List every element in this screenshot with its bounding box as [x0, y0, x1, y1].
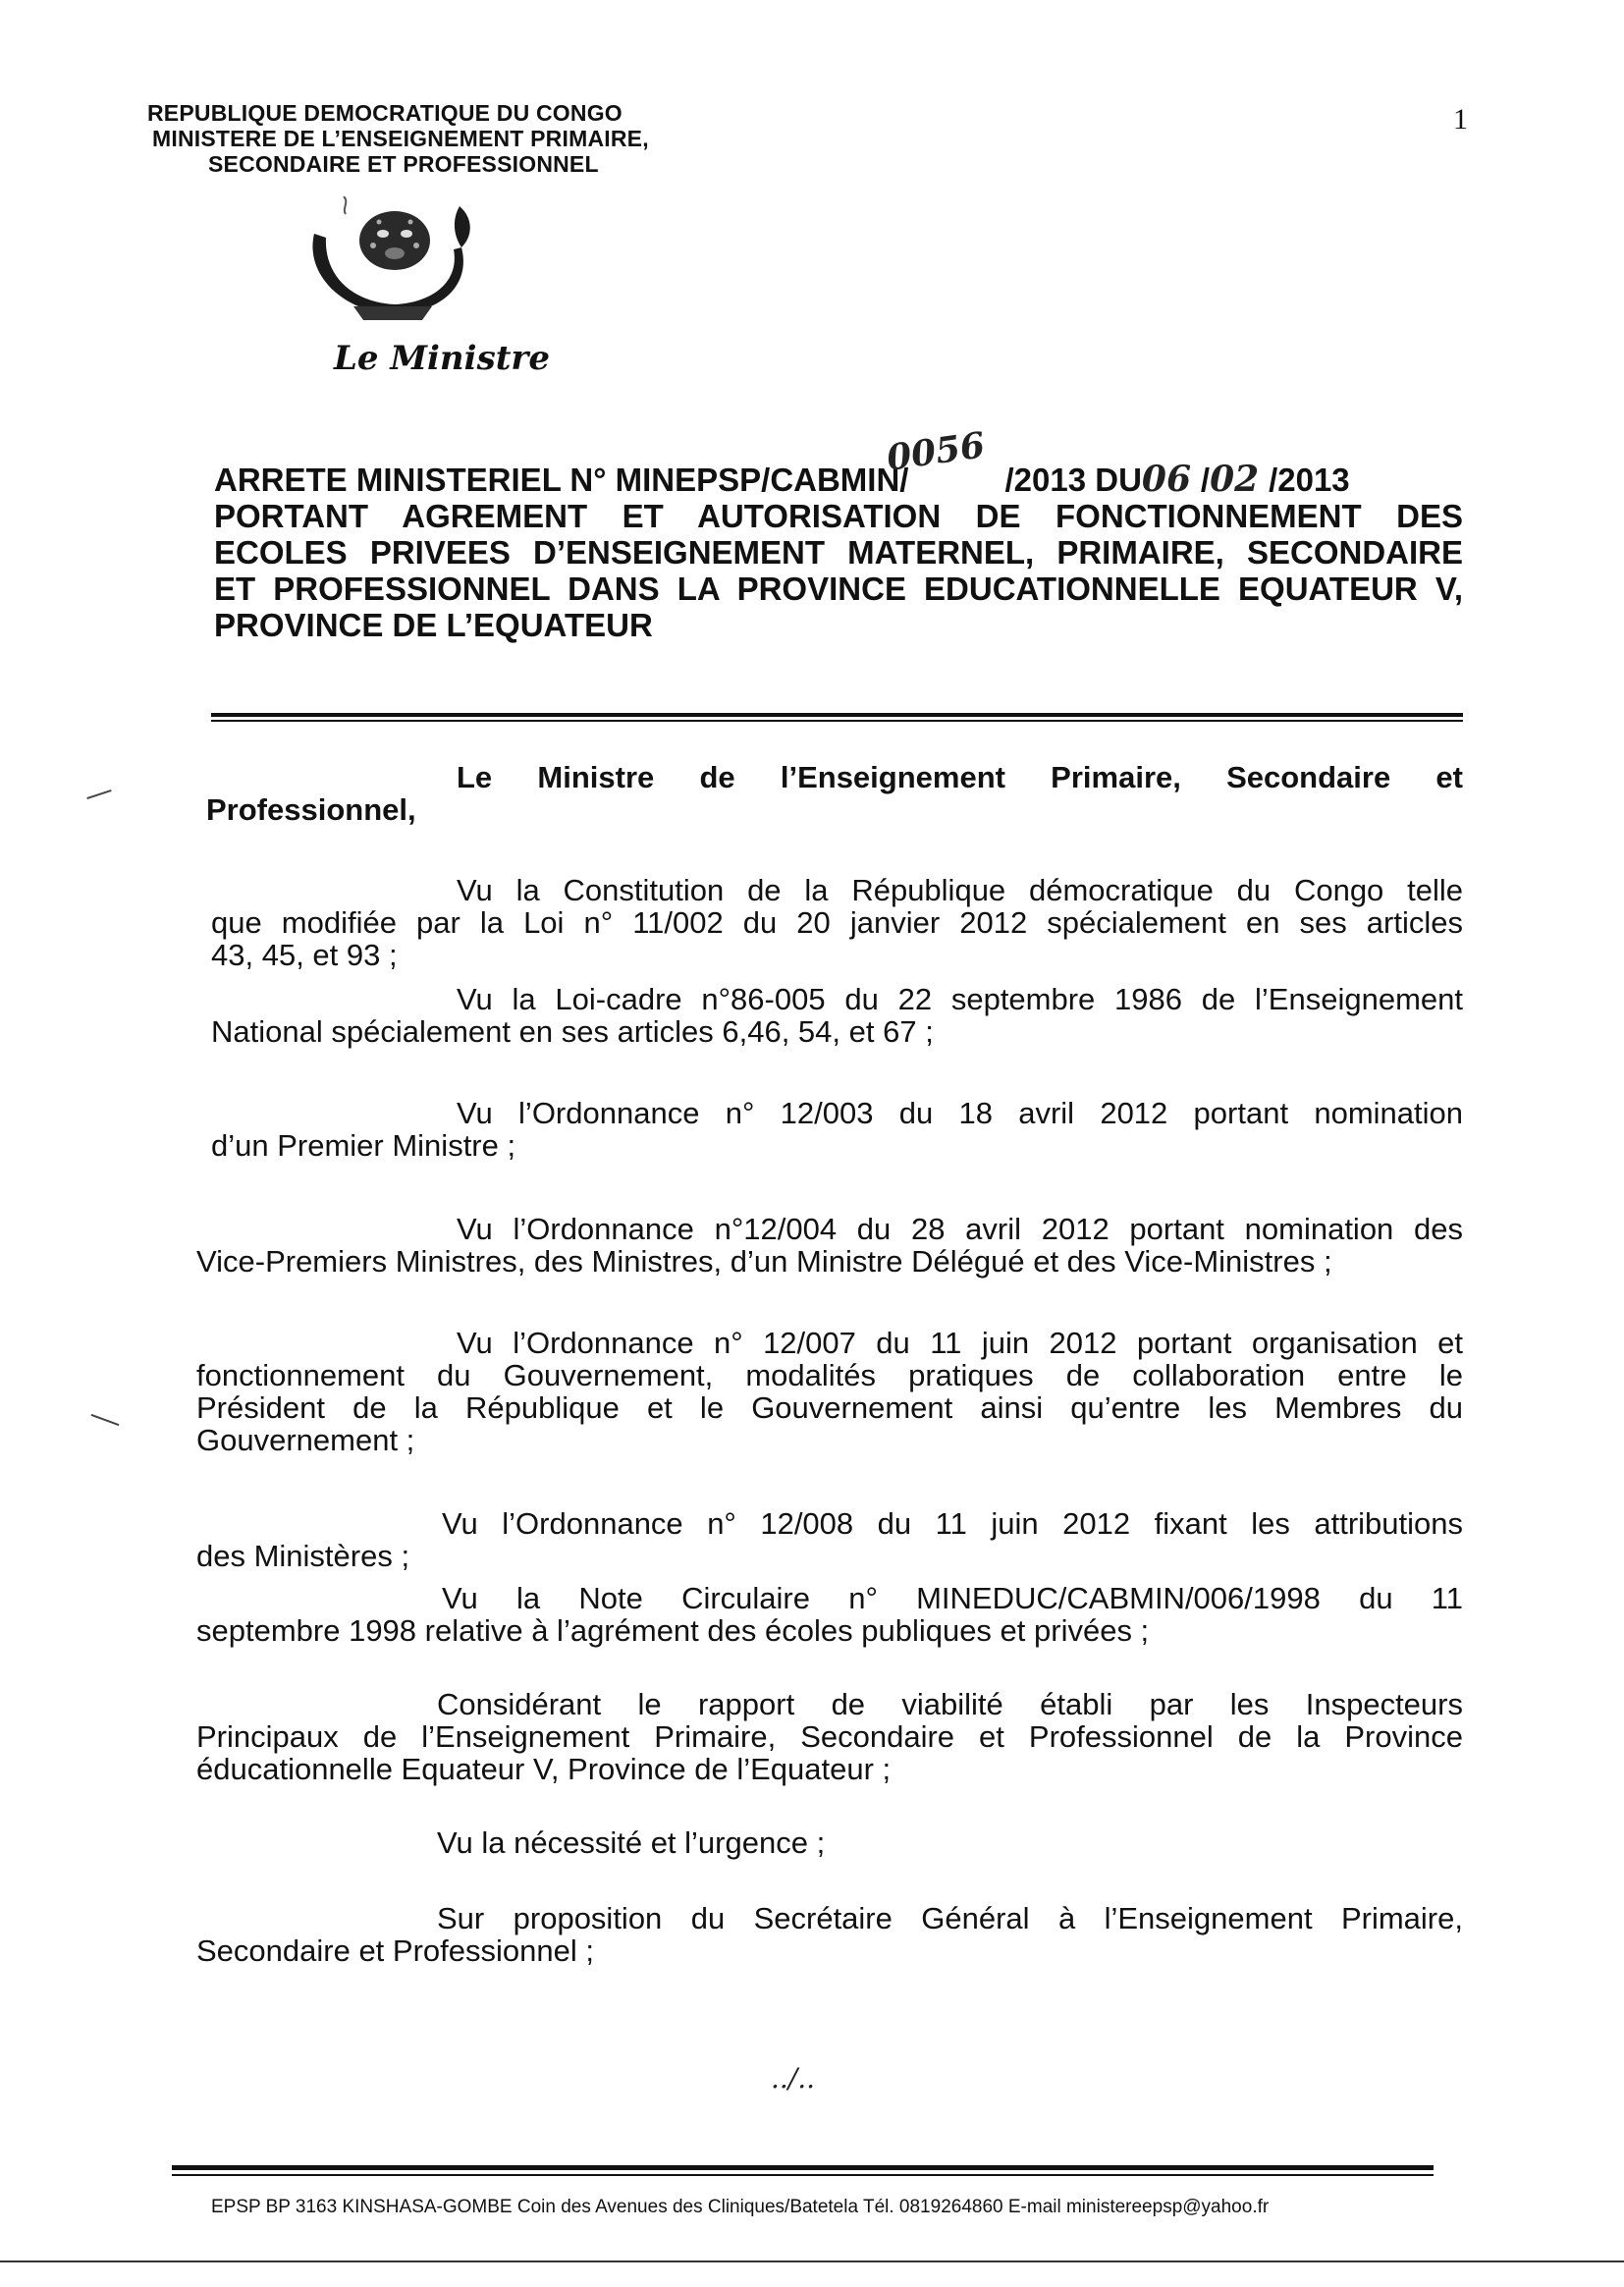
- header-country: REPUBLIQUE DEMOCRATIQUE DU CONGO: [147, 100, 623, 126]
- decree-title-line1: [214, 424, 1463, 500]
- recital-loi-cadre: Vu la Loi-cadre n°86-005 du 22 septembre 1986 de l’Enseignement National spécialement en ses articles 6,46, 54, et 67 ;: [211, 982, 1463, 1049]
- decree-title-middle: /2013 DU: [1004, 462, 1142, 498]
- handwritten-month: 02: [1210, 459, 1260, 500]
- decree-title: [214, 424, 1463, 643]
- recital-note-circulaire: Vu la Note Circulaire n° MINEDUC/CABMIN/006/1998 du 11 septembre 1998 relative à l’agrément des écoles publiques et privées ;: [196, 1581, 1463, 1648]
- decree-title-sep: /: [1200, 462, 1211, 498]
- minister-heading-line1: Le Ministre de l’Enseignement Primaire, Secondaire et: [457, 760, 1463, 794]
- recital-proposition: Sur proposition du Secrétaire Général à l’Enseignement Primaire, Secondaire et Professionnel ;: [196, 1901, 1463, 1968]
- recital-ordonnance-12-008: Vu l’Ordonnance n° 12/008 du 11 juin 2012 fixant les attributions des Ministères ;: [196, 1506, 1463, 1573]
- coat-of-arms-emblem: [285, 196, 511, 334]
- handwritten-day: 06: [1141, 459, 1192, 500]
- recitals: [196, 874, 1463, 1967]
- recital-constitution: Vu la Constitution de la République démocratique du Congo telle que modifiée par la Loi n° 11/002 du 20 janvier 2012 spécialement en ses articles 43, 45, et 93 ;: [211, 873, 1463, 972]
- title-rule-thick: [211, 713, 1463, 717]
- continuation-mark: ../..: [771, 2062, 816, 2095]
- decree-title-line5: PROVINCE DE L’EQUATEUR: [214, 607, 653, 643]
- minister-heading: [206, 761, 1463, 826]
- decree-title-line3: ECOLES PRIVEES D’ENSEIGNEMENT MATERNEL, PRIMAIRE, SECONDAIRE: [214, 534, 1463, 571]
- decree-title-suffix: /2013: [1269, 462, 1350, 498]
- header-ministry-cont: SECONDAIRE ET PROFESSIONNEL: [208, 151, 599, 177]
- recital-rapport-viabilite: Considérant le rapport de viabilité établi par les Inspecteurs Principaux de l’Enseignement Primaire, Secondaire et Professionnel de la Province éducationnelle Equateur V, Province de l’Equateur ;: [196, 1687, 1463, 1786]
- signature-title: Le Ministre: [334, 339, 550, 378]
- decree-title-line4: ET PROFESSIONNEL DANS LA PROVINCE EDUCATIONNELLE EQUATEUR V,: [214, 571, 1463, 607]
- institution-header: [147, 100, 697, 177]
- scan-mark-bottom: [0, 2260, 1624, 2262]
- page-number: 1: [1453, 103, 1468, 136]
- scan-mark-left-2: [91, 1414, 120, 1426]
- scan-mark-left: [86, 790, 111, 799]
- footer-rule-thin: [172, 2174, 1434, 2176]
- handwritten-decree-number: 0056: [884, 424, 989, 479]
- recital-ordonnance-12-003: Vu l’Ordonnance n° 12/003 du 18 avril 2012 portant nomination d’un Premier Ministre ;: [211, 1096, 1463, 1163]
- decree-title-prefix: ARRETE MINISTERIEL N° MINEPSP/CABMIN/: [214, 462, 909, 498]
- decree-title-line2: PORTANT AGREMENT ET AUTORISATION DE FONCTIONNEMENT DES: [214, 498, 1463, 534]
- footer-rule-thick: [172, 2165, 1434, 2170]
- header-ministry: MINISTERE DE L’ENSEIGNEMENT PRIMAIRE,: [152, 126, 649, 151]
- recital-ordonnance-12-004: Vu l’Ordonnance n°12/004 du 28 avril 2012 portant nomination des Vice-Premiers Ministres, des Ministres, d’un Ministre Délégué et des Vice-Ministres ;: [196, 1212, 1463, 1279]
- minister-heading-line2: Professionnel,: [206, 792, 416, 827]
- title-rule-thin: [211, 720, 1463, 722]
- recital-ordonnance-12-007: Vu l’Ordonnance n° 12/007 du 11 juin 2012 portant organisation et fonctionnement du Gouvernement, modalités pratiques de collaboration entre le Président de la République et le Gouvernement ainsi qu’entre les Membres du Gouvernement ;: [196, 1326, 1463, 1457]
- recital-necessite: Vu la nécessité et l’urgence ;: [437, 1825, 826, 1860]
- footer-address: EPSP BP 3163 KINSHASA-GOMBE Coin des Avenues des Cliniques/Batetela Tél. 0819264860 E-mail ministereepsp@yahoo.fr: [211, 2197, 1270, 2217]
